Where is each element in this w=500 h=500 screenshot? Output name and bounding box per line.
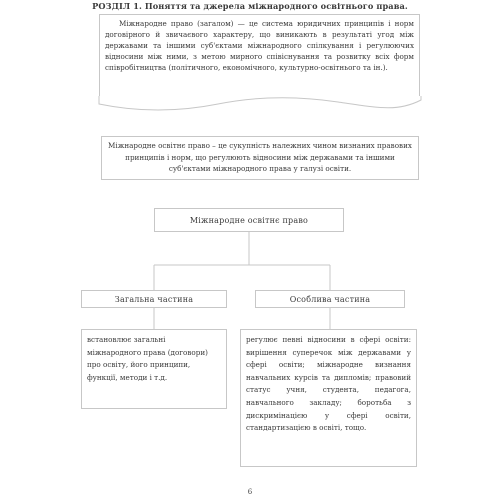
- special-part-label: Особлива частина: [289, 294, 371, 304]
- general-part-description-box: [81, 329, 227, 409]
- definition-international-law-text: Міжнародне право (загалом) — це система юридичних принципів і норм договірного й звичаєвого характеру, що виникають в результаті угод між державами та іншими суб'єктами міжнародного спілкування і регулюючих відносини між ними, з метою мирного співіснування та розвитку всіх форм співробітництва (політичного, економічного, культурно-освітнього та ін.).: [105, 19, 414, 72]
- general-part-label: Загальна частина: [114, 294, 194, 304]
- diagram-root-label: Міжнародне освітнє право: [189, 215, 309, 225]
- definition-education-law-text: Міжнародне освітнє право – це сукупність належних чином визнаних правових принципів і норм, що регулюють відносини між державами та іншими суб'єктами міжнародного права у галузі освіти.: [108, 141, 412, 173]
- special-part-description: регулює певні відносини в сфері освіти: вирішення суперечок між державами у сфері освіти; міжнародне визнання навчальних курсів та дипломів; правовий статус учня, студента, педагога, навчального закладу; боротьба з дискримінацією у сфері освіти, стандартизацією в освіті, тощо.: [246, 335, 411, 433]
- wavy-edge-decoration: [98, 92, 422, 116]
- definition-international-law-box: [99, 14, 420, 98]
- special-part-box: [255, 290, 405, 308]
- definition-education-law-box: [101, 136, 419, 180]
- page-number: 6: [247, 488, 253, 496]
- general-part-description: встановлює загальні міжнародного права (договори) про освіту, його принципи, функції, методи і т.д.: [87, 335, 208, 382]
- diagram-root-box: [154, 208, 344, 232]
- section-heading: РОЗДІЛ 1. Поняття та джерела міжнародного освітнього права.: [92, 1, 408, 11]
- special-part-description-box: [240, 329, 417, 467]
- general-part-box: [81, 290, 227, 308]
